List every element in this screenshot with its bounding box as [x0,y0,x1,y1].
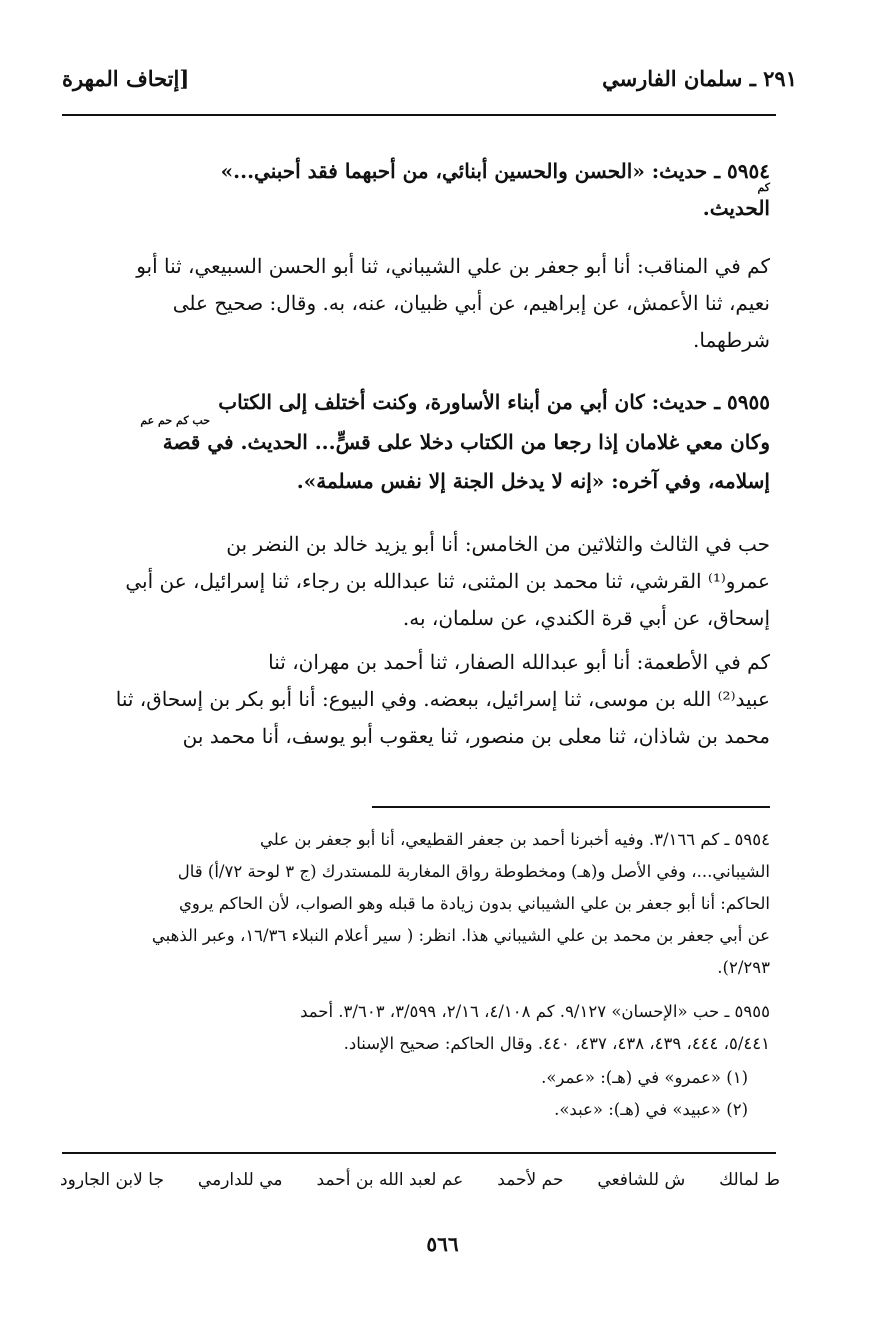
text-line: شرطهما. [693,328,770,352]
abbreviation-item: جا لابن الجارود [60,1170,164,1190]
text-line: عمرو⁽¹⁾ القرشي، ثنا محمد بن المثنى، ثنا عبدالله بن رجاء، ثنا إسرائيل، عن أبي [125,569,770,593]
isnad-paragraph-5955b [66,644,770,755]
page-number: ٥٦٦ [426,1232,459,1256]
footnote-line: ٥٩٥٥ ـ حب «الإحسان» ٩/١٢٧. كم ٤/١٠٨، ٢/١٦، ٣/٥٩٩، ٣/٦٠٣. أحمد [300,1002,770,1021]
footnote-line: الشيباني...، وفي الأصل و(هـ) ومخطوطة رواق المغاربة للمستدرك (ج ٣ لوحة ٧٢/أ) قال [177,862,770,881]
footnote-line: الحاكم: أنا أبو جعفر بن علي الشيباني بدون زيادة ما قبله وهو الصواب، لأن الحاكم يروي [178,894,770,913]
abbreviation-item: عم لعبد الله بن أحمد [316,1170,464,1190]
hadith-heading: ٥٩٥٤ ـ حديث: «الحسن والحسين أبنائي، من أحبهما فقد أحبني...» [220,159,770,183]
running-header-left: [إتحاف المهرة [62,66,190,91]
variant-note-1: (١) «عمرو» في (هـ): «عمر». [541,1068,748,1087]
isnad-paragraph-5955a [66,526,770,637]
running-header-right: ٢٩١ ـ سلمان الفارسي [602,66,797,91]
text-line: إسحاق، عن أبي قرة الكندي، عن سلمان، به. [402,606,770,630]
abbreviation-key [60,1170,780,1190]
footnote-line: ٢/٢٩٣). [717,958,770,977]
hadith-heading-cont: وكان معي غلامان إذا رجعا من الكتاب دخلا على قسٍّ... الحديث. في قصة [162,430,770,454]
abbreviation-item: ط لمالك [719,1170,780,1190]
variant-note-2: (٢) «عبيد» في (هـ): «عبد». [554,1100,748,1119]
footnote-separator [372,806,770,808]
footnote-5954 [66,824,770,984]
variant-notes [66,1062,770,1126]
footnote-5955 [66,996,770,1060]
siglum-label: كم [757,181,770,194]
isnad-paragraph-5954 [66,248,770,359]
footnote-line: ٥٩٥٤ ـ كم ٣/١٦٦. وفيه أخبرنا أحمد بن جعفر القطيعي، أنا أبو جعفر بن علي [260,830,770,849]
footer-rule [62,1152,776,1154]
text-line: نعيم، ثنا الأعمش، عن إبراهيم، عن أبي ظبيان، عنه، به. وقال: صحيح على [172,291,770,315]
hadith-heading: ٥٩٥٥ ـ حديث: كان أبي من أبناء الأساورة، وكنت أختلف إلى الكتاب [218,390,770,414]
text-line: كم في المناقب: أنا أبو جعفر بن علي الشيباني، ثنا أبو الحسن السبيعي، ثنا أبو [136,254,770,278]
hadith-entry-5954 [66,153,770,222]
text-line: كم في الأطعمة: أنا أبو عبدالله الصفار، ثنا أحمد بن مهران، ثنا [268,650,770,674]
hadith-heading-cont: الحديث. [702,196,770,220]
footnote-line: ٥/٤٤١، ٤٤٤، ٤٣٩، ٤٣٨، ٤٣٧، ٤٤٠. وقال الحاكم: صحيح الإسناد. [343,1034,770,1053]
text-line: محمد بن شاذان، ثنا معلى بن منصور، ثنا يعقوب أبو يوسف، أنا محمد بن [182,724,770,748]
abbreviation-item: مي للدارمي [197,1170,283,1190]
text-line: عبيد⁽²⁾ الله بن موسى، ثنا إسرائيل، ببعضه. وفي البيوع: أنا أبو بكر بن إسحاق، ثنا [115,687,770,711]
footnote-line: عن أبي جعفر بن محمد بن علي الشيباني هذا. انظر: ( سير أعلام النبلاء ١٦/٣٦، وعبر الذهبي [151,926,770,945]
hadith-entry-5955 [66,384,770,500]
siglum-label: حب كم حم عم [140,414,210,427]
header-rule [62,114,776,116]
abbreviation-item: حم لأحمد [497,1170,564,1190]
abbreviation-item: ش للشافعي [597,1170,686,1190]
hadith-heading-cont: إسلامه، وفي آخره: «إنه لا يدخل الجنة إلا نفس مسلمة». [296,469,770,493]
text-line: حب في الثالث والثلاثين من الخامس: أنا أبو يزيد خالد بن النضر بن [226,532,770,556]
